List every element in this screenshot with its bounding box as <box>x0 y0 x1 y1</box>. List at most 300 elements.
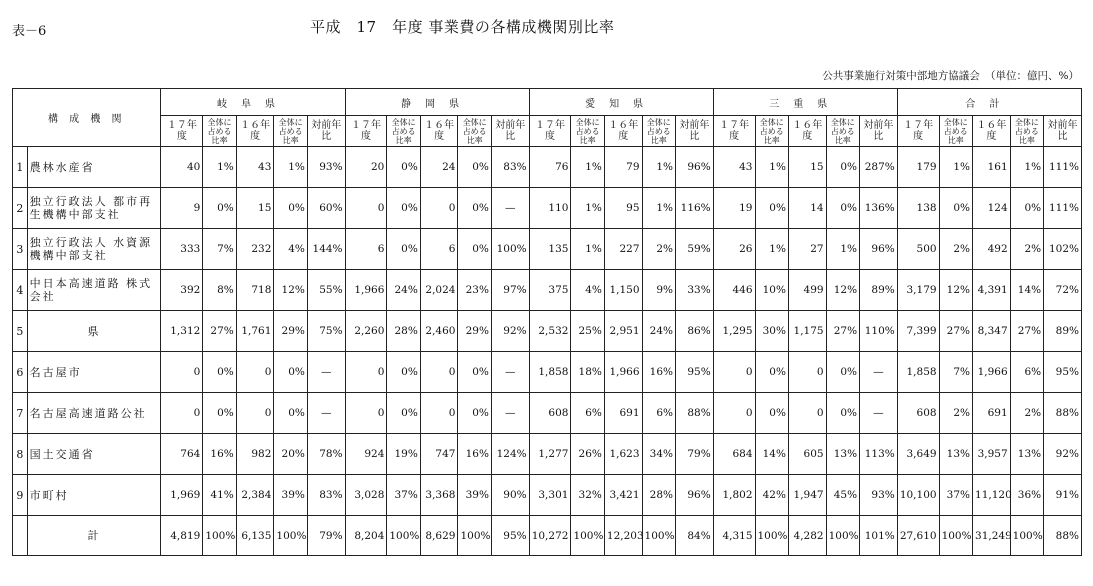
value-cell: 100% <box>274 516 307 556</box>
value-cell: 27% <box>939 311 972 352</box>
value-cell: 24% <box>387 270 420 311</box>
value-cell: 37% <box>387 475 420 516</box>
value-cell: 0 <box>345 352 387 393</box>
value-cell: 100% <box>939 516 972 556</box>
value-cell: 95% <box>1044 352 1082 393</box>
value-cell: 95% <box>491 516 529 556</box>
row-number: 7 <box>13 393 28 434</box>
value-cell: 27% <box>1010 311 1043 352</box>
value-cell: 72% <box>1044 270 1082 311</box>
subheader-1-4: 対前年比 <box>491 116 529 147</box>
value-cell: 113% <box>860 434 898 475</box>
table-row <box>13 229 1082 270</box>
value-cell: 43 <box>236 147 274 188</box>
value-cell: 924 <box>345 434 387 475</box>
value-cell: 0% <box>826 393 859 434</box>
table-row <box>13 270 1082 311</box>
value-cell: 75% <box>307 311 345 352</box>
subheader-2-4: 対前年比 <box>675 116 713 147</box>
value-cell: 7% <box>203 229 236 270</box>
value-cell: 0% <box>826 188 859 229</box>
value-cell: 0% <box>274 188 307 229</box>
value-cell: 0 <box>161 352 203 393</box>
value-cell: 39% <box>458 475 491 516</box>
subheader-4-3: 全体に占める比率 <box>1010 116 1043 147</box>
value-cell: 101% <box>860 516 898 556</box>
value-cell: 4,282 <box>788 516 826 556</box>
value-cell: 0% <box>203 393 236 434</box>
value-cell: 100% <box>826 516 859 556</box>
value-cell: 13% <box>826 434 859 475</box>
value-cell: 1% <box>826 229 859 270</box>
header-pref-shizuoka: 静岡県 <box>345 89 529 116</box>
table-row <box>13 311 1082 352</box>
value-cell: 100% <box>491 229 529 270</box>
value-cell: 88% <box>1044 516 1082 556</box>
value-cell: 92% <box>1044 434 1082 475</box>
cost-ratio-table <box>12 88 1082 556</box>
value-cell: 0 <box>420 393 458 434</box>
value-cell: 0 <box>788 352 826 393</box>
value-cell: 3,301 <box>529 475 571 516</box>
value-cell: 9% <box>642 270 675 311</box>
source-note: 公共事業施行対策中部地方協議会 （単位：億円、%） <box>822 70 1079 82</box>
value-cell: 31,249 <box>973 516 1011 556</box>
value-cell: 7% <box>939 352 972 393</box>
value-cell: 10% <box>755 270 788 311</box>
value-cell: 20 <box>345 147 387 188</box>
value-cell: 1% <box>274 147 307 188</box>
value-cell: 0 <box>345 393 387 434</box>
value-cell: 34% <box>642 434 675 475</box>
value-cell: 4,391 <box>973 270 1011 311</box>
value-cell: 684 <box>713 434 755 475</box>
subheader-0-0: １７年度 <box>161 116 203 147</box>
value-cell: 28% <box>642 475 675 516</box>
value-cell: — <box>860 352 898 393</box>
subheader-1-0: １７年度 <box>345 116 387 147</box>
subheader-1-2: １６年度 <box>420 116 458 147</box>
value-cell: 2% <box>642 229 675 270</box>
header-corner: 構 成 機 関 <box>13 89 161 147</box>
value-cell: 8,204 <box>345 516 387 556</box>
subheader-0-1: 全体に占める比率 <box>203 116 236 147</box>
table-row <box>13 352 1082 393</box>
value-cell: 136% <box>860 188 898 229</box>
value-cell: 0 <box>236 393 274 434</box>
agency-name: 名古屋高速道路公社 <box>27 393 161 434</box>
value-cell: 8% <box>203 270 236 311</box>
subheader-3-4: 対前年比 <box>860 116 898 147</box>
value-cell: 0% <box>387 393 420 434</box>
value-cell: 2,460 <box>420 311 458 352</box>
value-cell: 144% <box>307 229 345 270</box>
table-row <box>13 393 1082 434</box>
value-cell: 93% <box>307 147 345 188</box>
value-cell: 0% <box>274 352 307 393</box>
value-cell: 499 <box>788 270 826 311</box>
header-row-sub <box>13 116 1082 147</box>
value-cell: 1,295 <box>713 311 755 352</box>
value-cell: 37% <box>939 475 972 516</box>
value-cell: 83% <box>307 475 345 516</box>
value-cell: 27% <box>203 311 236 352</box>
value-cell: 1% <box>1010 147 1043 188</box>
value-cell: 13% <box>939 434 972 475</box>
table-row <box>13 516 1082 556</box>
subheader-2-1: 全体に占める比率 <box>571 116 604 147</box>
value-cell: 19 <box>713 188 755 229</box>
value-cell: 55% <box>307 270 345 311</box>
subheader-2-3: 全体に占める比率 <box>642 116 675 147</box>
value-cell: 36% <box>1010 475 1043 516</box>
subheader-1-1: 全体に占める比率 <box>387 116 420 147</box>
value-cell: 0 <box>420 352 458 393</box>
agency-name: 独立行政法人 都市再生機構中部支社 <box>27 188 161 229</box>
agency-name: 計 <box>27 516 161 556</box>
value-cell: 1,969 <box>161 475 203 516</box>
value-cell: 96% <box>675 147 713 188</box>
value-cell: 1,858 <box>529 352 571 393</box>
value-cell: 2% <box>939 393 972 434</box>
value-cell: 89% <box>1044 311 1082 352</box>
value-cell: 89% <box>860 270 898 311</box>
value-cell: 1,175 <box>788 311 826 352</box>
value-cell: 0% <box>755 393 788 434</box>
value-cell: 0% <box>939 188 972 229</box>
value-cell: 1,312 <box>161 311 203 352</box>
value-cell: 88% <box>675 393 713 434</box>
value-cell: 97% <box>491 270 529 311</box>
row-number: 4 <box>13 270 28 311</box>
header-pref-aichi: 愛知県 <box>529 89 713 116</box>
subheader-3-0: １７年度 <box>713 116 755 147</box>
value-cell: 0% <box>755 188 788 229</box>
value-cell: 3,957 <box>973 434 1011 475</box>
value-cell: — <box>860 393 898 434</box>
value-cell: 691 <box>604 393 642 434</box>
value-cell: 110% <box>860 311 898 352</box>
table-row <box>13 147 1082 188</box>
subheader-3-3: 全体に占める比率 <box>826 116 859 147</box>
value-cell: 41% <box>203 475 236 516</box>
subheader-2-2: １６年度 <box>604 116 642 147</box>
subheader-2-0: １７年度 <box>529 116 571 147</box>
value-cell: 79% <box>307 516 345 556</box>
value-cell: 100% <box>203 516 236 556</box>
row-number <box>13 516 28 556</box>
value-cell: 100% <box>571 516 604 556</box>
value-cell: 0 <box>345 188 387 229</box>
value-cell: 605 <box>788 434 826 475</box>
value-cell: 1,966 <box>604 352 642 393</box>
subheader-3-2: １６年度 <box>788 116 826 147</box>
value-cell: 0% <box>458 393 491 434</box>
subheader-0-3: 全体に占める比率 <box>274 116 307 147</box>
agency-name: 農林水産省 <box>27 147 161 188</box>
value-cell: 135 <box>529 229 571 270</box>
value-cell: 100% <box>387 516 420 556</box>
value-cell: 287% <box>860 147 898 188</box>
value-cell: 747 <box>420 434 458 475</box>
table-body <box>13 147 1082 556</box>
value-cell: 6% <box>571 393 604 434</box>
value-cell: 96% <box>860 229 898 270</box>
value-cell: 1% <box>203 147 236 188</box>
value-cell: 83% <box>491 147 529 188</box>
value-cell: 84% <box>675 516 713 556</box>
value-cell: 179 <box>897 147 939 188</box>
value-cell: 16% <box>203 434 236 475</box>
value-cell: 0% <box>458 147 491 188</box>
value-cell: 42% <box>755 475 788 516</box>
value-cell: 7,399 <box>897 311 939 352</box>
value-cell: 492 <box>973 229 1011 270</box>
value-cell: 96% <box>675 475 713 516</box>
value-cell: 78% <box>307 434 345 475</box>
value-cell: 1% <box>642 147 675 188</box>
value-cell: — <box>491 352 529 393</box>
value-cell: 227 <box>604 229 642 270</box>
value-cell: 26 <box>713 229 755 270</box>
value-cell: 20% <box>274 434 307 475</box>
value-cell: 1% <box>571 147 604 188</box>
value-cell: 45% <box>826 475 859 516</box>
value-cell: 1,761 <box>236 311 274 352</box>
value-cell: 79% <box>675 434 713 475</box>
value-cell: 15 <box>236 188 274 229</box>
value-cell: 12% <box>939 270 972 311</box>
row-number: 6 <box>13 352 28 393</box>
row-number: 5 <box>13 311 28 352</box>
value-cell: 23% <box>458 270 491 311</box>
value-cell: 24% <box>642 311 675 352</box>
value-cell: 6% <box>1010 352 1043 393</box>
agency-name: 県 <box>27 311 161 352</box>
value-cell: 691 <box>973 393 1011 434</box>
agency-name: 中日本高速道路 株式会社 <box>27 270 161 311</box>
subheader-0-4: 対前年比 <box>307 116 345 147</box>
header-pref-total: 合計 <box>897 89 1081 116</box>
header-pref-mie: 三重県 <box>713 89 897 116</box>
value-cell: 3,421 <box>604 475 642 516</box>
value-cell: 1,802 <box>713 475 755 516</box>
value-cell: 11,120 <box>973 475 1011 516</box>
value-cell: 161 <box>973 147 1011 188</box>
value-cell: 100% <box>755 516 788 556</box>
row-number: 3 <box>13 229 28 270</box>
value-cell: 100% <box>1010 516 1043 556</box>
value-cell: 3,649 <box>897 434 939 475</box>
value-cell: 1,966 <box>345 270 387 311</box>
value-cell: 138 <box>897 188 939 229</box>
value-cell: — <box>491 188 529 229</box>
value-cell: 375 <box>529 270 571 311</box>
value-cell: 12% <box>826 270 859 311</box>
value-cell: 14 <box>788 188 826 229</box>
value-cell: 6 <box>420 229 458 270</box>
value-cell: 232 <box>236 229 274 270</box>
value-cell: 28% <box>387 311 420 352</box>
table-row <box>13 475 1082 516</box>
agency-name: 独立行政法人 水資源機構中部支社 <box>27 229 161 270</box>
value-cell: 4% <box>274 229 307 270</box>
value-cell: 1% <box>571 188 604 229</box>
value-cell: 27,610 <box>897 516 939 556</box>
value-cell: 26% <box>571 434 604 475</box>
row-number: 2 <box>13 188 28 229</box>
value-cell: 111% <box>1044 147 1082 188</box>
value-cell: 13% <box>1010 434 1043 475</box>
value-cell: 982 <box>236 434 274 475</box>
value-cell: 40 <box>161 147 203 188</box>
value-cell: 8,347 <box>973 311 1011 352</box>
value-cell: 0% <box>826 352 859 393</box>
value-cell: 27% <box>826 311 859 352</box>
table-row <box>13 188 1082 229</box>
value-cell: 0 <box>161 393 203 434</box>
value-cell: 0% <box>387 147 420 188</box>
value-cell: 29% <box>274 311 307 352</box>
value-cell: 86% <box>675 311 713 352</box>
value-cell: 90% <box>491 475 529 516</box>
value-cell: 0 <box>420 188 458 229</box>
value-cell: 14% <box>755 434 788 475</box>
value-cell: 2% <box>939 229 972 270</box>
value-cell: 1,277 <box>529 434 571 475</box>
table-label: 表－6 <box>12 24 47 39</box>
value-cell: 1% <box>755 147 788 188</box>
value-cell: 0 <box>713 352 755 393</box>
value-cell: 608 <box>897 393 939 434</box>
row-number: 1 <box>13 147 28 188</box>
value-cell: 2,260 <box>345 311 387 352</box>
value-cell: 88% <box>1044 393 1082 434</box>
value-cell: 0 <box>788 393 826 434</box>
value-cell: 93% <box>860 475 898 516</box>
value-cell: 446 <box>713 270 755 311</box>
subheader-4-4: 対前年比 <box>1044 116 1082 147</box>
value-cell: 6 <box>345 229 387 270</box>
value-cell: 33% <box>675 270 713 311</box>
value-cell: 91% <box>1044 475 1082 516</box>
value-cell: 1% <box>939 147 972 188</box>
agency-name: 名古屋市 <box>27 352 161 393</box>
subheader-4-1: 全体に占める比率 <box>939 116 972 147</box>
value-cell: 8,629 <box>420 516 458 556</box>
value-cell: 1% <box>571 229 604 270</box>
value-cell: 100% <box>458 516 491 556</box>
value-cell: 6,135 <box>236 516 274 556</box>
subheader-4-2: １６年度 <box>973 116 1011 147</box>
value-cell: 0 <box>236 352 274 393</box>
value-cell: 27 <box>788 229 826 270</box>
subheader-0-2: １６年度 <box>236 116 274 147</box>
value-cell: 100% <box>642 516 675 556</box>
value-cell: 764 <box>161 434 203 475</box>
agency-name: 国土交通省 <box>27 434 161 475</box>
value-cell: 0% <box>1010 188 1043 229</box>
value-cell: 12,203 <box>604 516 642 556</box>
value-cell: 30% <box>755 311 788 352</box>
value-cell: 0% <box>203 352 236 393</box>
value-cell: 0% <box>458 352 491 393</box>
value-cell: 92% <box>491 311 529 352</box>
value-cell: 95 <box>604 188 642 229</box>
row-number: 8 <box>13 434 28 475</box>
value-cell: 12% <box>274 270 307 311</box>
value-cell: 0% <box>387 188 420 229</box>
value-cell: 2% <box>1010 393 1043 434</box>
value-cell: 10,100 <box>897 475 939 516</box>
value-cell: 25% <box>571 311 604 352</box>
value-cell: 0% <box>826 147 859 188</box>
value-cell: 9 <box>161 188 203 229</box>
value-cell: 0% <box>387 229 420 270</box>
value-cell: 32% <box>571 475 604 516</box>
value-cell: 1,858 <box>897 352 939 393</box>
value-cell: — <box>491 393 529 434</box>
value-cell: 14% <box>1010 270 1043 311</box>
value-cell: — <box>307 352 345 393</box>
value-cell: 4,315 <box>713 516 755 556</box>
value-cell: 1% <box>755 229 788 270</box>
value-cell: 111% <box>1044 188 1082 229</box>
value-cell: 16% <box>642 352 675 393</box>
value-cell: 1,623 <box>604 434 642 475</box>
value-cell: 110 <box>529 188 571 229</box>
value-cell: 0% <box>458 188 491 229</box>
value-cell: 0 <box>713 393 755 434</box>
value-cell: 718 <box>236 270 274 311</box>
value-cell: 95% <box>675 352 713 393</box>
header-row-prefectures <box>13 89 1082 116</box>
value-cell: — <box>307 393 345 434</box>
value-cell: 608 <box>529 393 571 434</box>
value-cell: 2,024 <box>420 270 458 311</box>
value-cell: 79 <box>604 147 642 188</box>
header-pref-gifu: 岐阜県 <box>161 89 345 116</box>
value-cell: 59% <box>675 229 713 270</box>
value-cell: 333 <box>161 229 203 270</box>
value-cell: 3,028 <box>345 475 387 516</box>
value-cell: 392 <box>161 270 203 311</box>
value-cell: 1,150 <box>604 270 642 311</box>
value-cell: 10,272 <box>529 516 571 556</box>
value-cell: 0% <box>203 188 236 229</box>
value-cell: 1,966 <box>973 352 1011 393</box>
value-cell: 2% <box>1010 229 1043 270</box>
value-cell: 124% <box>491 434 529 475</box>
value-cell: 0% <box>274 393 307 434</box>
value-cell: 4% <box>571 270 604 311</box>
value-cell: 116% <box>675 188 713 229</box>
value-cell: 0% <box>755 352 788 393</box>
agency-name: 市町村 <box>27 475 161 516</box>
value-cell: 6% <box>642 393 675 434</box>
value-cell: 1,947 <box>788 475 826 516</box>
value-cell: 29% <box>458 311 491 352</box>
subheader-4-0: １７年度 <box>897 116 939 147</box>
value-cell: 16% <box>458 434 491 475</box>
value-cell: 0% <box>458 229 491 270</box>
value-cell: 15 <box>788 147 826 188</box>
value-cell: 500 <box>897 229 939 270</box>
value-cell: 19% <box>387 434 420 475</box>
value-cell: 124 <box>973 188 1011 229</box>
page-title: 平成 17 年度 事業費の各構成機関別比率 <box>310 18 615 36</box>
value-cell: 2,532 <box>529 311 571 352</box>
